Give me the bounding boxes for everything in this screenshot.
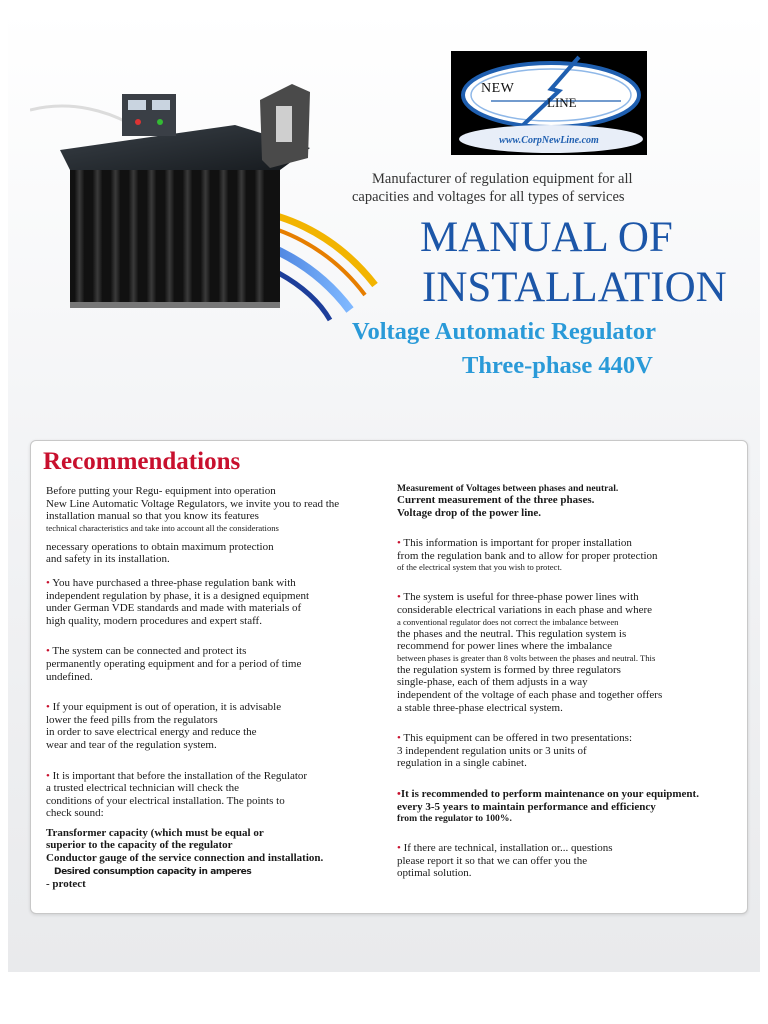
paragraph-line: a trusted electrical technician will check the [46, 782, 240, 795]
paragraph-line: regulation in a single cabinet. [397, 757, 527, 770]
recommendations-left-column [46, 485, 340, 891]
bullet-icon: • [46, 701, 50, 714]
paragraph-line: optimal solution. [397, 867, 472, 880]
page-title [420, 213, 760, 313]
logo-word-new: NEW [481, 81, 515, 96]
recommendations-heading: Recommendations [43, 448, 241, 475]
paragraph-line: the regulation system is formed by three regulators [397, 663, 621, 676]
bullet-icon: • [397, 842, 401, 855]
subtitle-line-1: Voltage Automatic Regulator [352, 318, 656, 345]
paragraph-line: 3 independent regulation units or 3 units of [397, 744, 587, 757]
paragraph-line: check sound: [46, 807, 104, 820]
subtitle-line-2: Three-phase 440V [462, 352, 653, 379]
new-line-logo [451, 51, 647, 155]
paragraph-line: undefined. [46, 670, 93, 683]
recommendations-right-column [397, 483, 733, 880]
paragraph-line: in order to save electrical energy and reduce the [46, 726, 257, 739]
paragraph-line: a conventional regulator does not correct the imbalance between [397, 616, 619, 627]
measurement-item: Measurement of Voltages between phases and neutral. [397, 483, 619, 494]
tagline [352, 170, 732, 206]
paragraph-line: single-phase, each of them adjusts in a way [397, 676, 588, 689]
check-item: protect [52, 878, 86, 891]
paragraph-line: independent of the voltage of each phase and together offers [397, 688, 663, 701]
check-item: Conductor gauge of the service connection and installation. [46, 852, 324, 865]
title-line-1: MANUAL OF [420, 214, 673, 261]
check-item: superior to the capacity of the regulator [46, 839, 233, 852]
paragraph-line: independent regulation by phase, it is a designed equipment [46, 589, 310, 602]
bullet-icon: • [46, 576, 50, 589]
intro-line: necessary operations to obtain maximum protection [46, 540, 274, 553]
paragraph-line: from the regulator to 100%. [397, 813, 512, 825]
voltage-regulator-illustration [30, 70, 390, 370]
measurement-item: Voltage drop of the power line. [397, 506, 542, 519]
bullet-icon: • [397, 732, 401, 745]
bullet-icon: • [397, 787, 401, 800]
paragraph-line: every 3-5 years to maintain performance and efficiency [397, 800, 656, 813]
paragraph-line: the phases and the neutral. This regulation system is [397, 627, 627, 640]
bullet-icon: • [397, 591, 401, 604]
tagline-line-2: capacities and voltages for all types of services [352, 189, 625, 205]
paragraph-line: recommend for power lines where the imbalance [397, 640, 613, 653]
tagline-line-1: Manufacturer of regulation equipment for all [372, 171, 633, 187]
paragraph-line: of the electrical system that you wish to protect. [397, 562, 562, 573]
paragraph-line: lower the feed pills from the regulators [46, 713, 218, 726]
intro-line: Before putting your Regu- equipment into operation [46, 485, 276, 497]
bullet-icon: • [46, 645, 50, 658]
paragraph-line: • It is important that before the installation of the Regulator [46, 769, 308, 782]
title-line-2: INSTALLATION [422, 264, 727, 311]
intro-line: New Line Automatic Voltage Regulators, we invite you to read the [46, 497, 340, 510]
paragraph-line: between phases is greater than 8 volts between the phases and neutral. This [397, 652, 656, 663]
paragraph-line: high quality, modern procedures and expert staff. [46, 614, 262, 627]
paragraph-line: •It is recommended to perform maintenance on your equipment. [397, 787, 699, 800]
paragraph-line: considerable electrical variations in each phase and where [397, 603, 653, 616]
paragraph-line: • This information is important for proper installation [397, 537, 632, 550]
paragraph-line: • You have purchased a three-phase regulation bank with [46, 576, 296, 589]
bullet-icon: • [46, 769, 50, 782]
paragraph-line: • The system can be connected and protect its [46, 645, 247, 658]
logo-url: www.CorpNewLine.com [499, 135, 599, 146]
paragraph-line: from the regulation bank and to allow for proper protection [397, 549, 658, 562]
intro-line: technical characteristics and take into account all the considerations [46, 522, 279, 533]
bullet-icon: • [397, 537, 401, 550]
measurement-item: Current measurement of the three phases. [397, 494, 595, 506]
paragraph-line: • The system is useful for three-phase power lines with [397, 591, 639, 604]
paragraph-line: permanently operating equipment and for a period of time [46, 657, 302, 670]
logo-word-line: LINE [547, 95, 577, 110]
paragraph-line: • If your equipment is out of operation, it is advisable [46, 701, 282, 714]
intro-line: and safety in its installation. [46, 553, 170, 566]
paragraph-line: conditions of your electrical installation. The points to [46, 794, 285, 807]
paragraph-line: wear and tear of the regulation system. [46, 738, 217, 751]
intro-line: installation manual so that you know its features [46, 510, 259, 523]
paragraph-line: a stable three-phase electrical system. [397, 701, 563, 714]
paragraph-line: • This equipment can be offered in two presentations: [397, 732, 633, 745]
paragraph-line: please report it so that we can offer you the [397, 854, 588, 867]
paragraph-line: • If there are technical, installation or... questions [397, 842, 613, 855]
check-item: Desired consumption capacity in amperes [54, 866, 252, 877]
paragraph-line: under German VDE standards and made with materials of [46, 602, 302, 615]
dash-marker: - [46, 878, 50, 891]
check-item: Transformer capacity (which must be equal or [46, 826, 264, 839]
